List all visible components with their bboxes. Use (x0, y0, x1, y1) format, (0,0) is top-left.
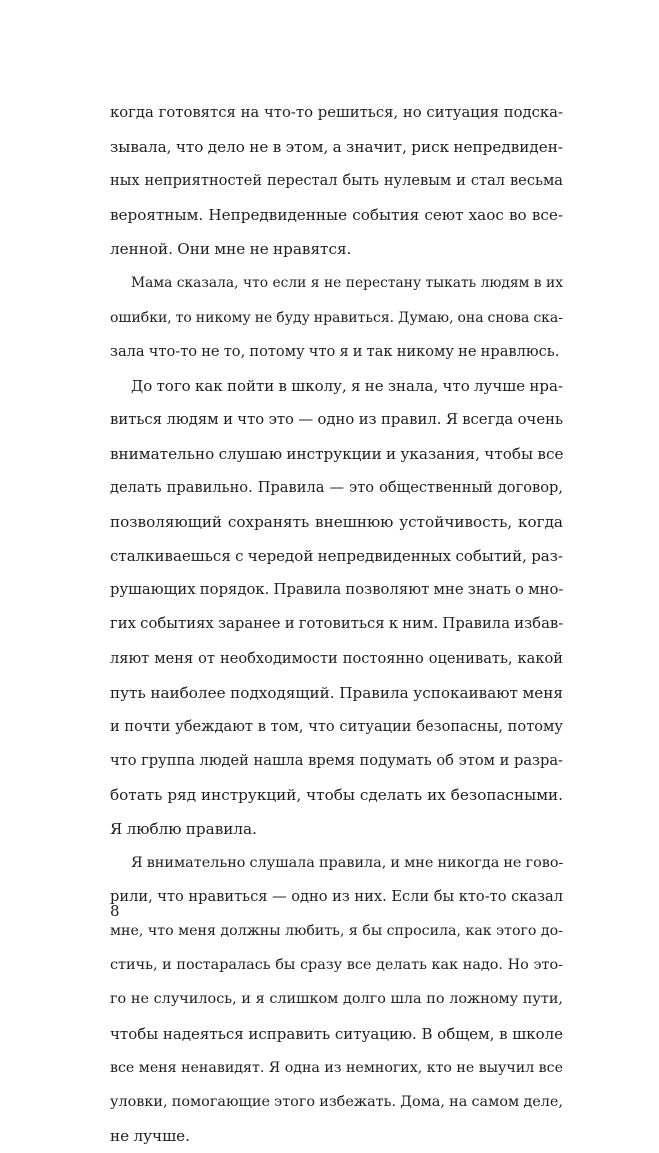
text-line: вероятным. Непредвиденные события сеют хаос во все- (110, 206, 563, 225)
text-line: путь наиболее подходящий. Правила успокаивают меня (110, 683, 563, 702)
text-line: не лучше. (110, 1126, 190, 1145)
text-line: рушающих порядок. Правила позволяют мне знать о мно- (110, 581, 564, 599)
page-number: 8 (110, 902, 120, 920)
text-line: зала что-то не то, потому что я и так никому не нравлюсь. (110, 342, 560, 360)
text-line: го не случилось, и я слишком долго шла по ложному пути, (110, 991, 563, 1008)
text-line: когда готовятся на что-то решиться, но ситуация подска- (110, 104, 563, 121)
text-line: рили, что нравиться — одно из них. Если бы кто-то сказал (110, 888, 563, 906)
text-line: чтобы надеяться исправить ситуацию. В общем, в школе (110, 1024, 563, 1043)
text-line: гих событиях заранее и готовиться к ним. Правила избав- (110, 615, 564, 633)
text-line: внимательно слушаю инструкции и указания, чтобы все (110, 444, 564, 463)
text-line: Я внимательно слушала правила, и мне никогда не гово- (131, 855, 564, 872)
text-line: делать правильно. Правила — это общественный договор, (110, 479, 563, 497)
text-line: стичь, и постаралась бы сразу все делать как надо. Но это- (110, 957, 563, 974)
text-line: ленной. Они мне не нравятся. (110, 240, 352, 259)
text-line: что группа людей нашла время подумать об этом и разра- (110, 751, 563, 769)
text-line: ботать ряд инструкций, чтобы сделать их безопасными. (110, 785, 563, 804)
body-text (110, 96, 563, 1153)
text-line: Я люблю правила. (110, 819, 257, 838)
text-line: До того как пойти в школу, я не знала, что лучше нра- (131, 376, 563, 395)
text-line: уловки, помогающие этого избежать. Дома, на самом деле, (110, 1093, 563, 1110)
text-line: ошибки, то никому не буду нравиться. Думаю, она снова ска- (110, 309, 564, 326)
text-line: и почти убеждают в том, что ситуации безопасны, потому (110, 717, 563, 735)
text-line: ных неприятностей перестал быть нулевым и стал весьма (110, 172, 563, 190)
text-line: виться людям и что это — одно из правил. Я всегда очень (110, 410, 563, 428)
text-line: мне, что меня должны любить, я бы спросила, как этого до- (110, 923, 563, 940)
text-line: Мама сказала, что если я не перестану тыкать людям в их (131, 275, 563, 292)
text-line: все меня ненавидят. Я одна из немногих, кто не выучил все (110, 1059, 563, 1076)
text-line: сталкиваешься с чередой непредвиденных событий, раз- (110, 547, 563, 566)
text-line: зывала, что дело не в этом, а значит, риск непредвиден- (110, 138, 563, 157)
text-line: позволяющий сохранять внешнюю устойчивость, когда (110, 513, 563, 532)
text-line: ляют меня от необходимости постоянно оценивать, какой (110, 649, 563, 667)
